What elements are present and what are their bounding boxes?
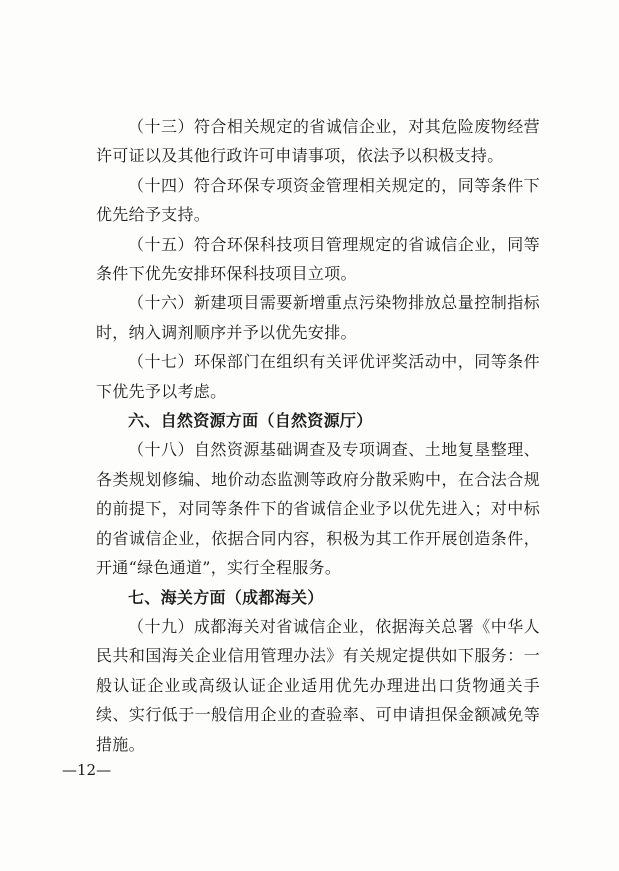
page-number: —12— — [62, 761, 112, 779]
clause-16: （十六）新建项目需要新增重点污染物排放总量控制指标时，纳入调剂顺序并予以优先安排。 — [96, 293, 540, 342]
clause-15: （十五）符合环保科技项目管理规定的省诚信企业，同等条件下优先安排环保科技项目立项。 — [96, 234, 540, 284]
clause-14: （十四）符合环保专项资金管理相关规定的，同等条件下优先给予支持。 — [96, 175, 540, 225]
section-heading-natural-resources: 六、自然资源方面（自然资源厅） — [128, 411, 373, 431]
clause-13: （十三）符合相关规定的省诚信企业，对其危险废物经营许可证以及其他行政许可申请事项，依法予以积极支持。 — [96, 117, 540, 166]
document-body — [96, 112, 540, 759]
clause-18: （十八）自然资源基础调查及专项调查、土地复垦整理、各类规划修编、地价动态监测等政府分散采购中，在合法合规的前提下，对同等条件下的省诚信企业予以优先进入；对中标的省诚信企业，依据合同内容，积极为其工作开展创造条件，开通“绿色通道”，实行全程服务。 — [96, 440, 540, 578]
clause-17: （十七）环保部门在组织有关评优评奖活动中，同等条件下优先予以考虑。 — [96, 352, 540, 401]
section-heading-customs: 七、海关方面（成都海关） — [128, 587, 324, 607]
clause-19: （十九）成都海关对省诚信企业，依据海关总署《中华人民共和国海关企业信用管理办法》有关规定提供如下服务：一般认证企业或高级认证企业适用优先办理进出口货物通关手续、实行低于一般信用企业的查验率、可申请担保金额减免等措施。 — [96, 616, 540, 754]
